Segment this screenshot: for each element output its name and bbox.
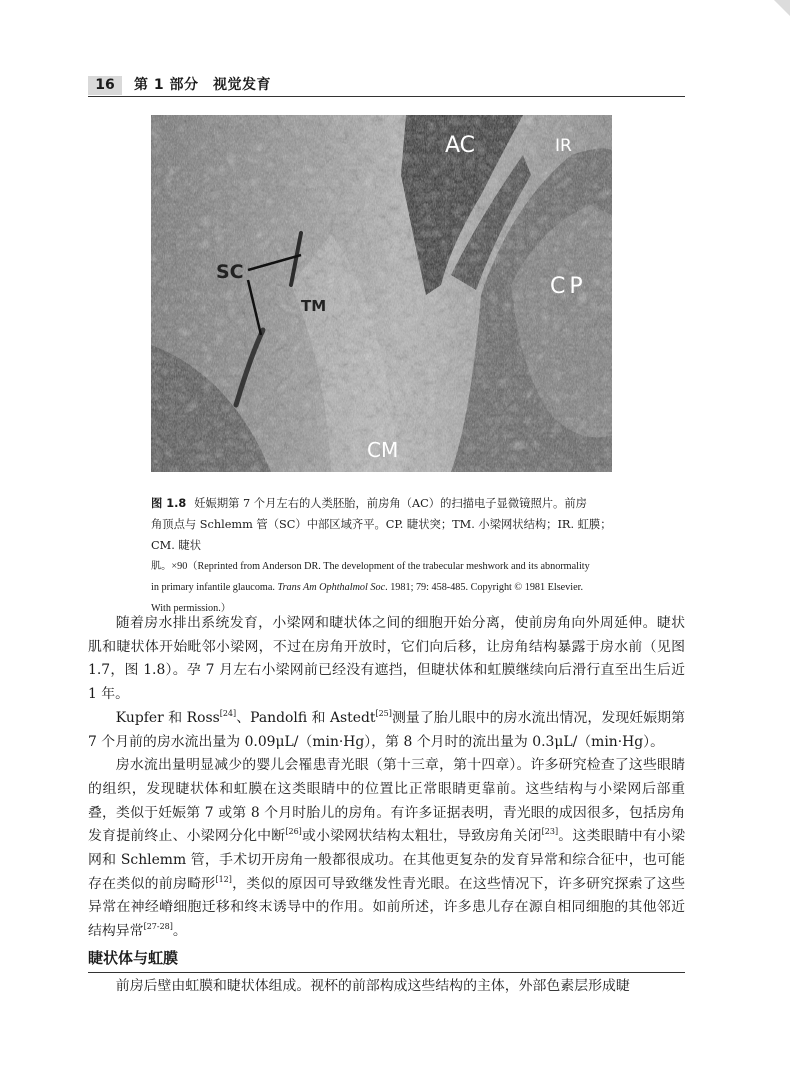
page-number: 16 — [88, 76, 122, 95]
section-title: 睫状体与虹膜 — [88, 949, 179, 967]
figure-caption — [151, 493, 626, 619]
body-text — [88, 612, 685, 944]
paragraph-3: 房水流出量明显减少的婴儿会罹患青光眼（第十三章，第十四章）。许多研究检查了这些眼睛的组织，发现睫状体和虹膜在这类眼睛中的位置比正常眼睛更靠前。这些结构与小梁网后部重叠，类似于妊娠第 7 或第 8 个月时胎儿的房角。有许多证据表明，青光眼的成因很多，包括房角发育提前终止、小梁网分化中断[26]或小梁网状结构太粗壮，导致房角关闭[23]。这类眼睛中有小梁网和 Schlemm 管，手术切开房角一般都很成功。在其他更复杂的发育异常和综合征中，也可能存在类似的前房畸形[12]，类似的原因可导致继发性青光眼。在这些情况下，许多研究探索了这些异常在神经嵴细胞迁移和终末诱导中的作用。如前所述，许多患儿存在源自相同细胞的其他邻近结构异常[27-28]。 — [88, 757, 685, 940]
caption-line-3: 肌。×90（Reprinted from Anderson DR. The development of the trabecular meshwork and its abnormality — [151, 561, 590, 572]
page-corner-fold — [774, 0, 790, 16]
figure-number: 图 1.8 — [151, 497, 187, 510]
citation: [24] — [219, 708, 237, 718]
section-heading — [88, 946, 685, 973]
citation: [23] — [541, 827, 559, 837]
citation: [12] — [215, 874, 232, 884]
citation: [26] — [285, 827, 302, 837]
citation: [27-28] — [143, 922, 173, 932]
caption-line-4: in primary infantile glaucoma. Trans Am Ophthalmol Soc. 1981; 79: 458-485. Copyright © 1981 Elsevier. — [151, 582, 584, 593]
caption-line-5: With permission.） — [151, 603, 231, 614]
citation: [25] — [375, 708, 392, 718]
caption-journal: Trans Am Ophthalmol Soc — [277, 582, 386, 593]
running-header — [88, 76, 685, 97]
paragraph-1: 随着房水排出系统发育，小梁网和睫状体之间的细胞开始分离，使前房角向外周延伸。睫状肌和睫状体开始毗邻小梁网，不过在房角开放时，它们向后移，让房角结构暴露于房水前（见图 1.7，图 1.8）。孕 7 月左右小梁网前已经没有遮挡，但睫状体和虹膜继续向后滑行直至出生后近 1 年。 — [88, 615, 685, 703]
paragraph-2: Kupfer 和 Ross[24]、Pandolfi 和 Astedt[25]测量了胎儿眼中的房水流出情况，发现妊娠期第 7 个月前的房水流出量为 0.09μL/（min·Hg），第 8 个月时的流出量为 0.3μL/（min·Hg）。 — [88, 708, 685, 750]
caption-line-2: 角顶点与 Schlemm 管（SC）中部区域齐平。CP. 睫状突；TM. 小梁网状结构；IR. 虹膜；CM. 睫状 — [151, 518, 612, 552]
caption-line-1: 妊娠期第 7 个月左右的人类胚胎，前房角（AC）的扫描电子显微镜照片。前房 — [194, 497, 587, 510]
sem-micrograph — [151, 115, 612, 472]
running-header-title: 第 1 部分 视觉发育 — [134, 77, 271, 93]
label-ac: AC — [445, 133, 476, 158]
label-cp: CP — [550, 274, 587, 299]
label-sc: SC — [216, 261, 244, 283]
label-cm: CM — [367, 438, 399, 462]
label-ir: IR — [555, 136, 572, 156]
label-tm: TM — [301, 297, 327, 315]
paragraph-4: 前房后壁由虹膜和睫状体组成。视杯的前部构成这些结构的主体，外部色素层形成睫 — [115, 978, 630, 994]
